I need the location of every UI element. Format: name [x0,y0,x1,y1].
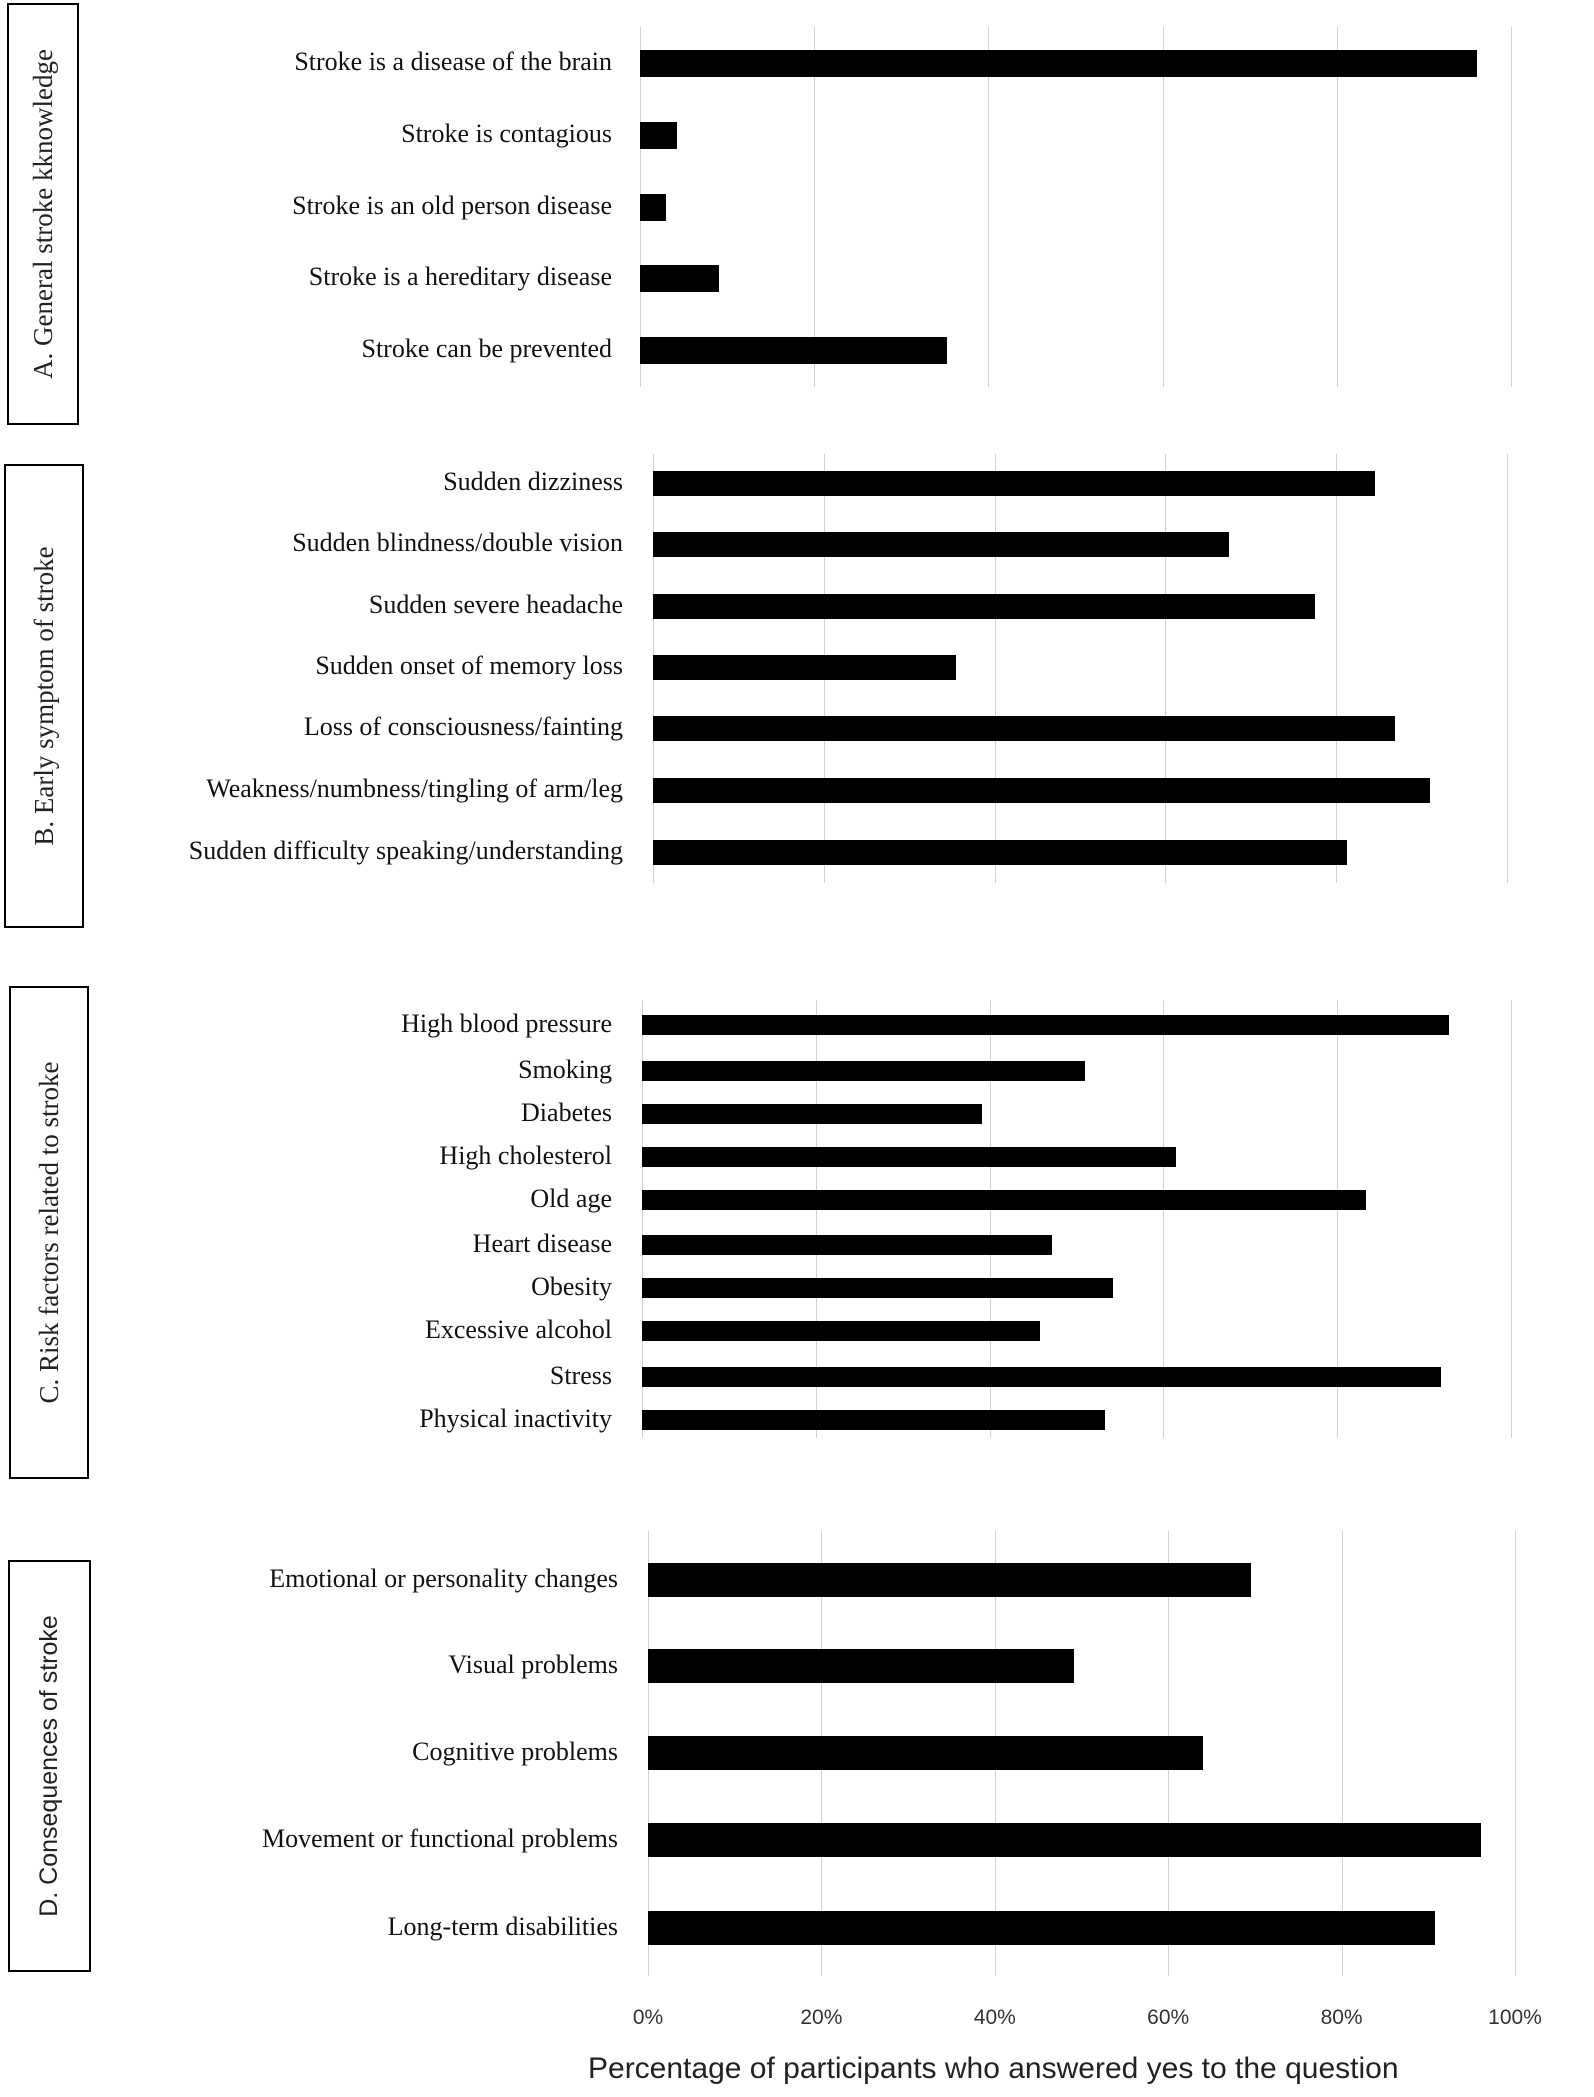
category-label: Sudden severe headache [368,590,623,619]
gridline [1342,1531,1343,1976]
bar [648,1736,1203,1770]
category-label: Old age [530,1184,612,1213]
bar [653,778,1430,803]
gridline [1515,1531,1516,1976]
category-label: Obesity [531,1272,612,1301]
category-label: Stroke is contagious [401,119,612,148]
gridline [1165,454,1166,883]
bar [642,1278,1113,1298]
gridline [1511,27,1512,387]
bar [640,50,1477,77]
bar [642,1410,1105,1430]
gridline [988,27,989,387]
x-tick-label: 40% [973,2006,1016,2029]
category-label: Stress [549,1361,612,1390]
category-label: Long-term disabilities [387,1912,618,1941]
bar [648,1563,1251,1597]
panel-title: A. General stroke kknowledge [28,49,58,379]
category-label: Excessive alcohol [425,1315,612,1344]
category-label: Physical inactivity [419,1404,612,1433]
x-tick-label: 20% [800,2006,843,2029]
category-label: Sudden difficulty speaking/understanding [188,836,623,865]
category-label: Sudden dizziness [443,467,623,496]
gridline [814,27,815,387]
category-label: High blood pressure [401,1009,612,1038]
category-label: High cholesterol [439,1141,612,1170]
x-axis-title: Percentage of participants who answered yes to the question [588,2052,1399,2085]
gridline [1507,454,1508,883]
bar [653,840,1347,865]
category-label: Stroke is a hereditary disease [308,262,612,291]
bar [653,716,1395,741]
category-label: Stroke can be prevented [361,334,612,363]
category-label: Stroke is an old person disease [292,191,612,220]
bar [642,1321,1040,1341]
bar [642,1104,982,1124]
gridline [995,454,996,883]
category-label: Weakness/numbness/tingling of arm/leg [206,774,623,803]
bar [648,1649,1074,1683]
category-label: Stroke is a disease of the brain [294,47,612,76]
bar [642,1235,1052,1255]
panel-title: D. Consequences of stroke [35,1615,63,1917]
category-label: Heart disease [472,1229,612,1258]
category-label: Emotional or personality changes [269,1564,618,1593]
category-label: Visual problems [448,1650,618,1679]
gridline [1511,1000,1512,1438]
category-label: Sudden onset of memory loss [315,651,623,680]
category-label: Cognitive problems [412,1737,618,1766]
gridline [1163,27,1164,387]
bar [642,1015,1449,1035]
bar [653,471,1375,496]
bar [642,1147,1176,1167]
bar [640,265,719,292]
bar [640,337,947,364]
bar [642,1190,1366,1210]
category-label: Loss of consciousness/fainting [303,712,623,741]
x-tick-label: 80% [1320,2006,1363,2029]
gridline [1337,27,1338,387]
bar [642,1367,1441,1387]
bar [640,122,677,149]
x-tick-label: 100% [1488,2006,1542,2029]
bar [653,655,956,680]
panel-title: C. Risk factors related to stroke [34,1061,64,1404]
bar [653,532,1229,557]
gridline [1336,454,1337,883]
bar [640,194,666,221]
bar [642,1061,1085,1081]
bar [648,1823,1481,1857]
category-label: Sudden blindness/double vision [292,528,623,557]
category-label: Movement or functional problems [262,1824,618,1853]
category-label: Diabetes [521,1098,612,1127]
bar [653,594,1315,619]
x-tick-label: 0% [632,2006,664,2029]
bar [648,1911,1435,1945]
panel-title: B. Early symptom of stroke [29,546,59,846]
x-tick-label: 60% [1147,2006,1190,2029]
category-label: Smoking [518,1055,612,1084]
